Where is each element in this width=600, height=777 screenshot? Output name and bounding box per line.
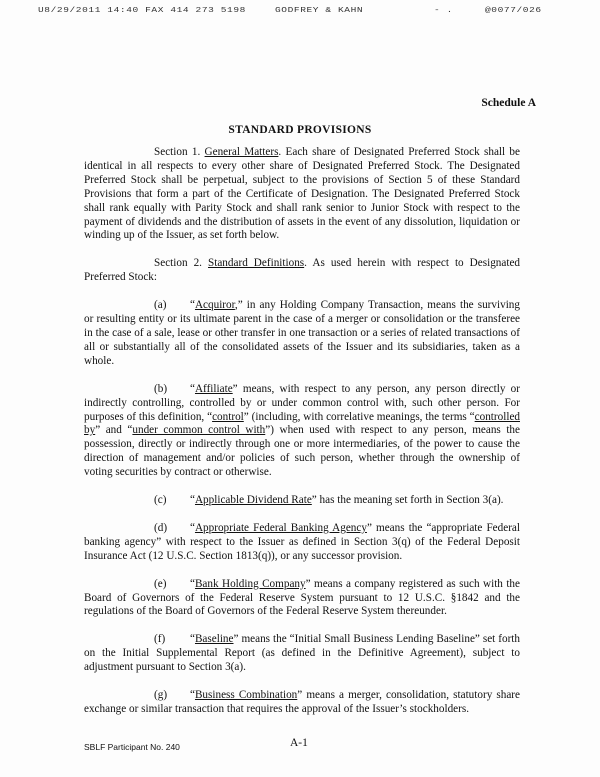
section-2-paragraph	[84, 257, 520, 285]
definition-term: Affiliate	[194, 382, 233, 395]
definition-label: (a)	[154, 299, 167, 312]
section-2-heading: Standard Definitions	[208, 257, 305, 270]
section-1-paragraph	[84, 146, 520, 243]
definition-label: (g)	[154, 689, 168, 702]
section-1-lead: Section 1.	[154, 146, 205, 158]
schedule-label: Schedule A	[481, 97, 536, 109]
definition-text: ” has the meaning set forth in Section 3(a).	[311, 494, 504, 507]
definition-term: Baseline	[194, 633, 234, 646]
definition-f: (f) “Baseline” means the “Initial Small Business Lending Baseline” set forth on the Initial Supplemental Report (as defined in the Definitive Agreement), subject to adjustment pursuant to Section 3(a).	[84, 633, 520, 674]
definition-text: ” and “	[95, 424, 133, 437]
definition-label: (d)	[154, 521, 168, 534]
page-number: A-1	[290, 737, 308, 749]
definition-term: Acquiror	[194, 299, 235, 312]
definition-term: Applicable Dividend Rate	[194, 494, 312, 507]
section-2-lead: Section 2.	[154, 257, 209, 270]
definition-g: (g) “Business Combination” means a merger, consolidation, statutory share exchange or similar transaction that requires the approval of the Issuer’s stockholders.	[84, 689, 520, 715]
fax-header-dots: - .	[434, 6, 453, 15]
definition-term: Bank Holding Company	[194, 577, 306, 590]
definition-label: (c)	[154, 494, 167, 507]
fax-header-left: U8/29/2011 14:40 FAX 414 273 5198	[38, 6, 246, 15]
document-body	[84, 146, 520, 731]
definition-label: (b)	[154, 382, 168, 395]
definition-label: (e)	[154, 577, 167, 590]
definition-c: (c) “Applicable Dividend Rate” has the meaning set forth in Section 3(a).	[154, 494, 504, 507]
definition-text: ” means the “appropriate Federal banking agency” with respect to the Issuer as defined in Section 3(q) of the Federal Deposit Insurance Act (12 U.S.C. Section 1813(q)), or any successor provision.	[84, 521, 521, 562]
definition-text: ” means a merger, consolidation, statutory share exchange or similar transaction that requires the approval of the Issuer’s stockholders.	[84, 689, 520, 715]
definition-term: Appropriate Federal Banking Agency	[194, 521, 367, 534]
section-1-text: . Each share of Designated Preferred Stock shall be identical in all respects to every other share of Designated Preferred Stock. The Designated Preferred Stock shall be perpetual, subject to the provisions of Section 5 of these Standard Provisions that form a part of the Certificate of Designation. The Designated Preferred Stock shall rank equally with Parity Stock and shall rank senior to Junior Stock with respect to the payment of dividends and the distribution of assets in the event of any dissolution, liquidation or winding up of the Issuer, as set forth below.	[84, 146, 520, 242]
definition-text: ,” in any Holding Company Transaction, means the surviving or resulting entity or its ultimate parent in the case of a merger or consolidation or the transferee in the case of a sale, lease or other transfer in one transaction or a series of related transactions of all or substantially all of the consolidated assets of the Issuer and its subsidiaries, taken as a whole.	[84, 299, 520, 367]
definition-label: (f)	[154, 633, 166, 646]
definition-text: ” means the “Initial Small Business Lending Baseline” set forth on the Initial Supplemental Report (as defined in the Definitive Agreement), subject to adjustment pursuant to Section 3(a).	[84, 633, 520, 674]
definition-text: ” means a company registered as such with the Board of Governors of the Federal Reserve System pursuant to 12 U.S.C. §1842 and the regulations of the Board of Governors of the Federal Reserve System thereunder.	[84, 577, 520, 618]
footer-participant: SBLF Participant No. 240	[84, 742, 180, 752]
section-1-heading: General Matters	[204, 146, 279, 158]
fax-header-right: @0077/026	[485, 6, 542, 15]
definition-text: ”) when used with respect to any person, means the possession, directly or indirectly through one or more intermediaries, of the power to cause the direction of management and/or policies of such person, whether through the ownership of voting securities by contract or otherwise.	[84, 424, 520, 479]
definition-e: (e) “Bank Holding Company” means a company registered as such with the Board of Governors of the Federal Reserve System pursuant to 12 U.S.C. §1842 and the regulations of the Board of Governors of the Federal Reserve System thereunder.	[84, 577, 520, 618]
fax-header-center: GODFREY & KAHN	[275, 6, 364, 15]
definition-a: (a) “Acquiror,” in any Holding Company Transaction, means the surviving or resulting entity or its ultimate parent in the case of a merger or consolidation or the transferee in the case of a sale, lease or other transfer in one transaction or a series of related transactions of all or substantially all of the consolidated assets of the Issuer and its subsidiaries, taken as a whole.	[84, 299, 520, 367]
page-title: STANDARD PROVISIONS	[228, 124, 372, 136]
definition-term: Business Combination	[194, 689, 298, 702]
section-2-text: . As used herein with respect to Designated Preferred Stock:	[84, 257, 521, 284]
definition-b: (b) “Affiliate” means, with respect to any person, any person directly or indirectly controlling, controlled by or under common control with, such other person. For purposes of this definition, “control” (including, with correlative meanings, the terms “controlled by” and “under common control with”) when used with respect to any person, means the possession, directly or indirectly through one or more intermediaries, of the power to cause the direction of management and/or policies of such person, whether through the ownership of voting securities by contract or otherwise.	[84, 382, 520, 479]
definition-subterm-control: control	[212, 410, 244, 423]
definition-subterm-under-common-control: under common control with	[132, 424, 266, 437]
definition-text: ” (including, with correlative meanings, the terms “	[243, 410, 475, 423]
fax-header	[38, 6, 580, 17]
definition-d: (d) “Appropriate Federal Banking Agency” means the “appropriate Federal banking agency” with respect to the Issuer as defined in Section 3(q) of the Federal Deposit Insurance Act (12 U.S.C. Section 1813(q)), or any successor provision.	[84, 521, 521, 562]
definition-subterm-controlled-by: controlled by	[84, 410, 520, 437]
definition-text: ” means, with respect to any person, any person directly or indirectly controlling, controlled by or under common control with, such other person. For purposes of this definition, “	[84, 382, 520, 423]
